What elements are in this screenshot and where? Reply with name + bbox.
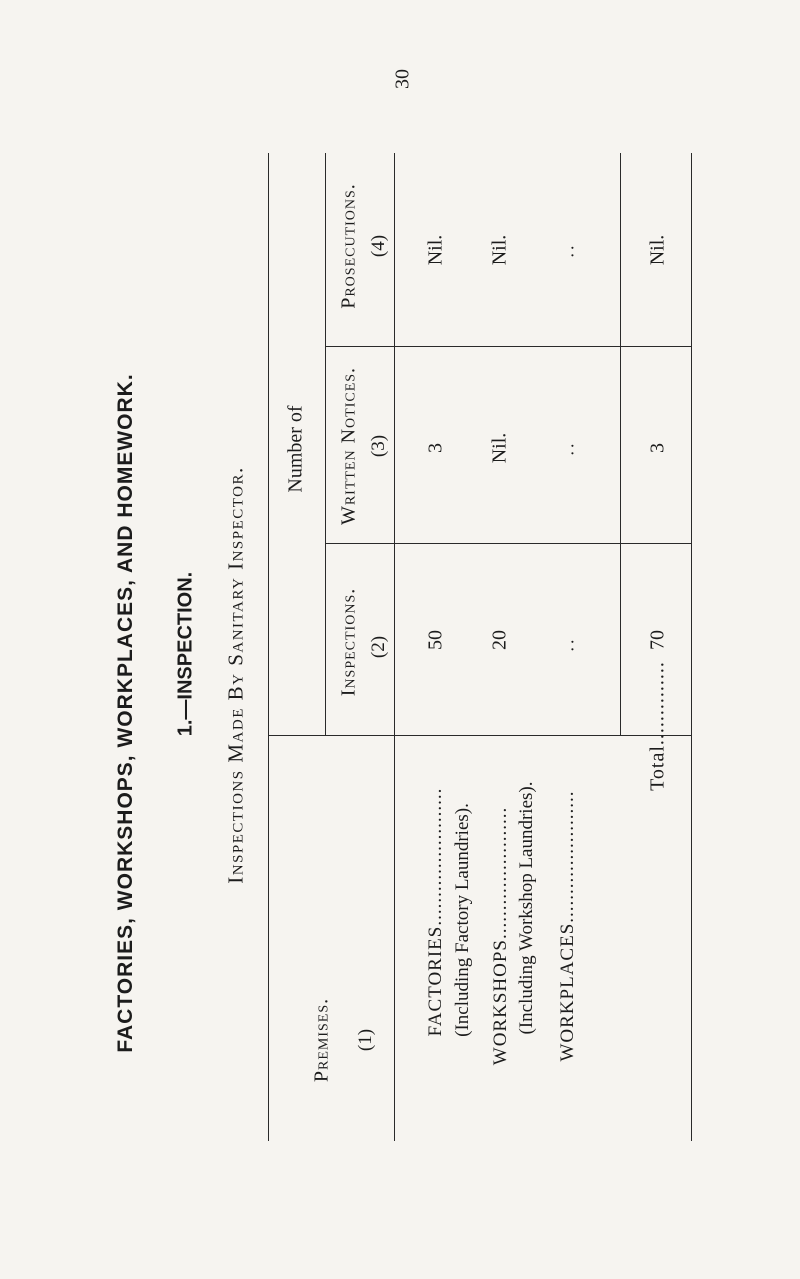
row-workshops-notices: Nil. [488, 432, 511, 464]
col-divider-inspections [325, 543, 692, 544]
row-workshops-inspections: 20 [488, 630, 511, 650]
total-inspections: 70 [646, 630, 669, 650]
total-rule [620, 153, 621, 735]
col-divider-premises [268, 735, 692, 736]
row-factories-notices: 3 [424, 443, 447, 453]
prosecutions-header: Prosecutions. [337, 183, 360, 309]
row-factories-prosecutions: Nil. [424, 234, 447, 266]
row-workplaces-inspections: .. [557, 636, 578, 652]
table-left-rule [268, 153, 269, 1141]
row-workshops-label: WORKSHOPS....................... [490, 806, 511, 1066]
page-subtitle: Inspections Made By Sanitary Inspector. [223, 466, 248, 884]
row-factories-inspections: 50 [424, 630, 447, 650]
total-label: Total.............. [646, 661, 669, 791]
number-of-header: Number of [284, 405, 307, 493]
col-divider-notices [325, 346, 692, 347]
header-rule [325, 153, 326, 735]
written-notices-col-num: (3) [368, 434, 389, 458]
section-title: 1.—INSPECTION. [174, 571, 197, 737]
premises-col-num: (1) [355, 1028, 376, 1052]
total-notices: 3 [646, 443, 669, 453]
row-workplaces-label: WORKPLACES....................... [557, 790, 578, 1062]
row-workshops-prosecutions: Nil. [488, 234, 511, 266]
total-prosecutions: Nil. [646, 234, 669, 266]
body-start-rule [394, 153, 395, 1141]
row-workplaces-notices: .. [557, 440, 578, 456]
inspections-header: Inspections. [337, 587, 360, 697]
written-notices-header: Written Notices. [337, 366, 360, 526]
row-factories-sublabel: (Including Factory Laundries). [452, 803, 473, 1037]
table-right-rule [691, 153, 692, 1141]
page-number: 30 [391, 69, 414, 89]
row-workplaces-prosecutions: .. [557, 242, 578, 258]
row-factories-label: FACTORIES........................ [425, 787, 446, 1037]
premises-header: Premises. [310, 997, 333, 1083]
inspections-col-num: (2) [368, 635, 389, 659]
prosecutions-col-num: (4) [368, 234, 389, 258]
row-workshops-sublabel: (Including Workshop Laundries). [516, 781, 537, 1035]
main-title: FACTORIES, WORKSHOPS, WORKPLACES, AND HOMEWORK. [114, 373, 137, 1053]
